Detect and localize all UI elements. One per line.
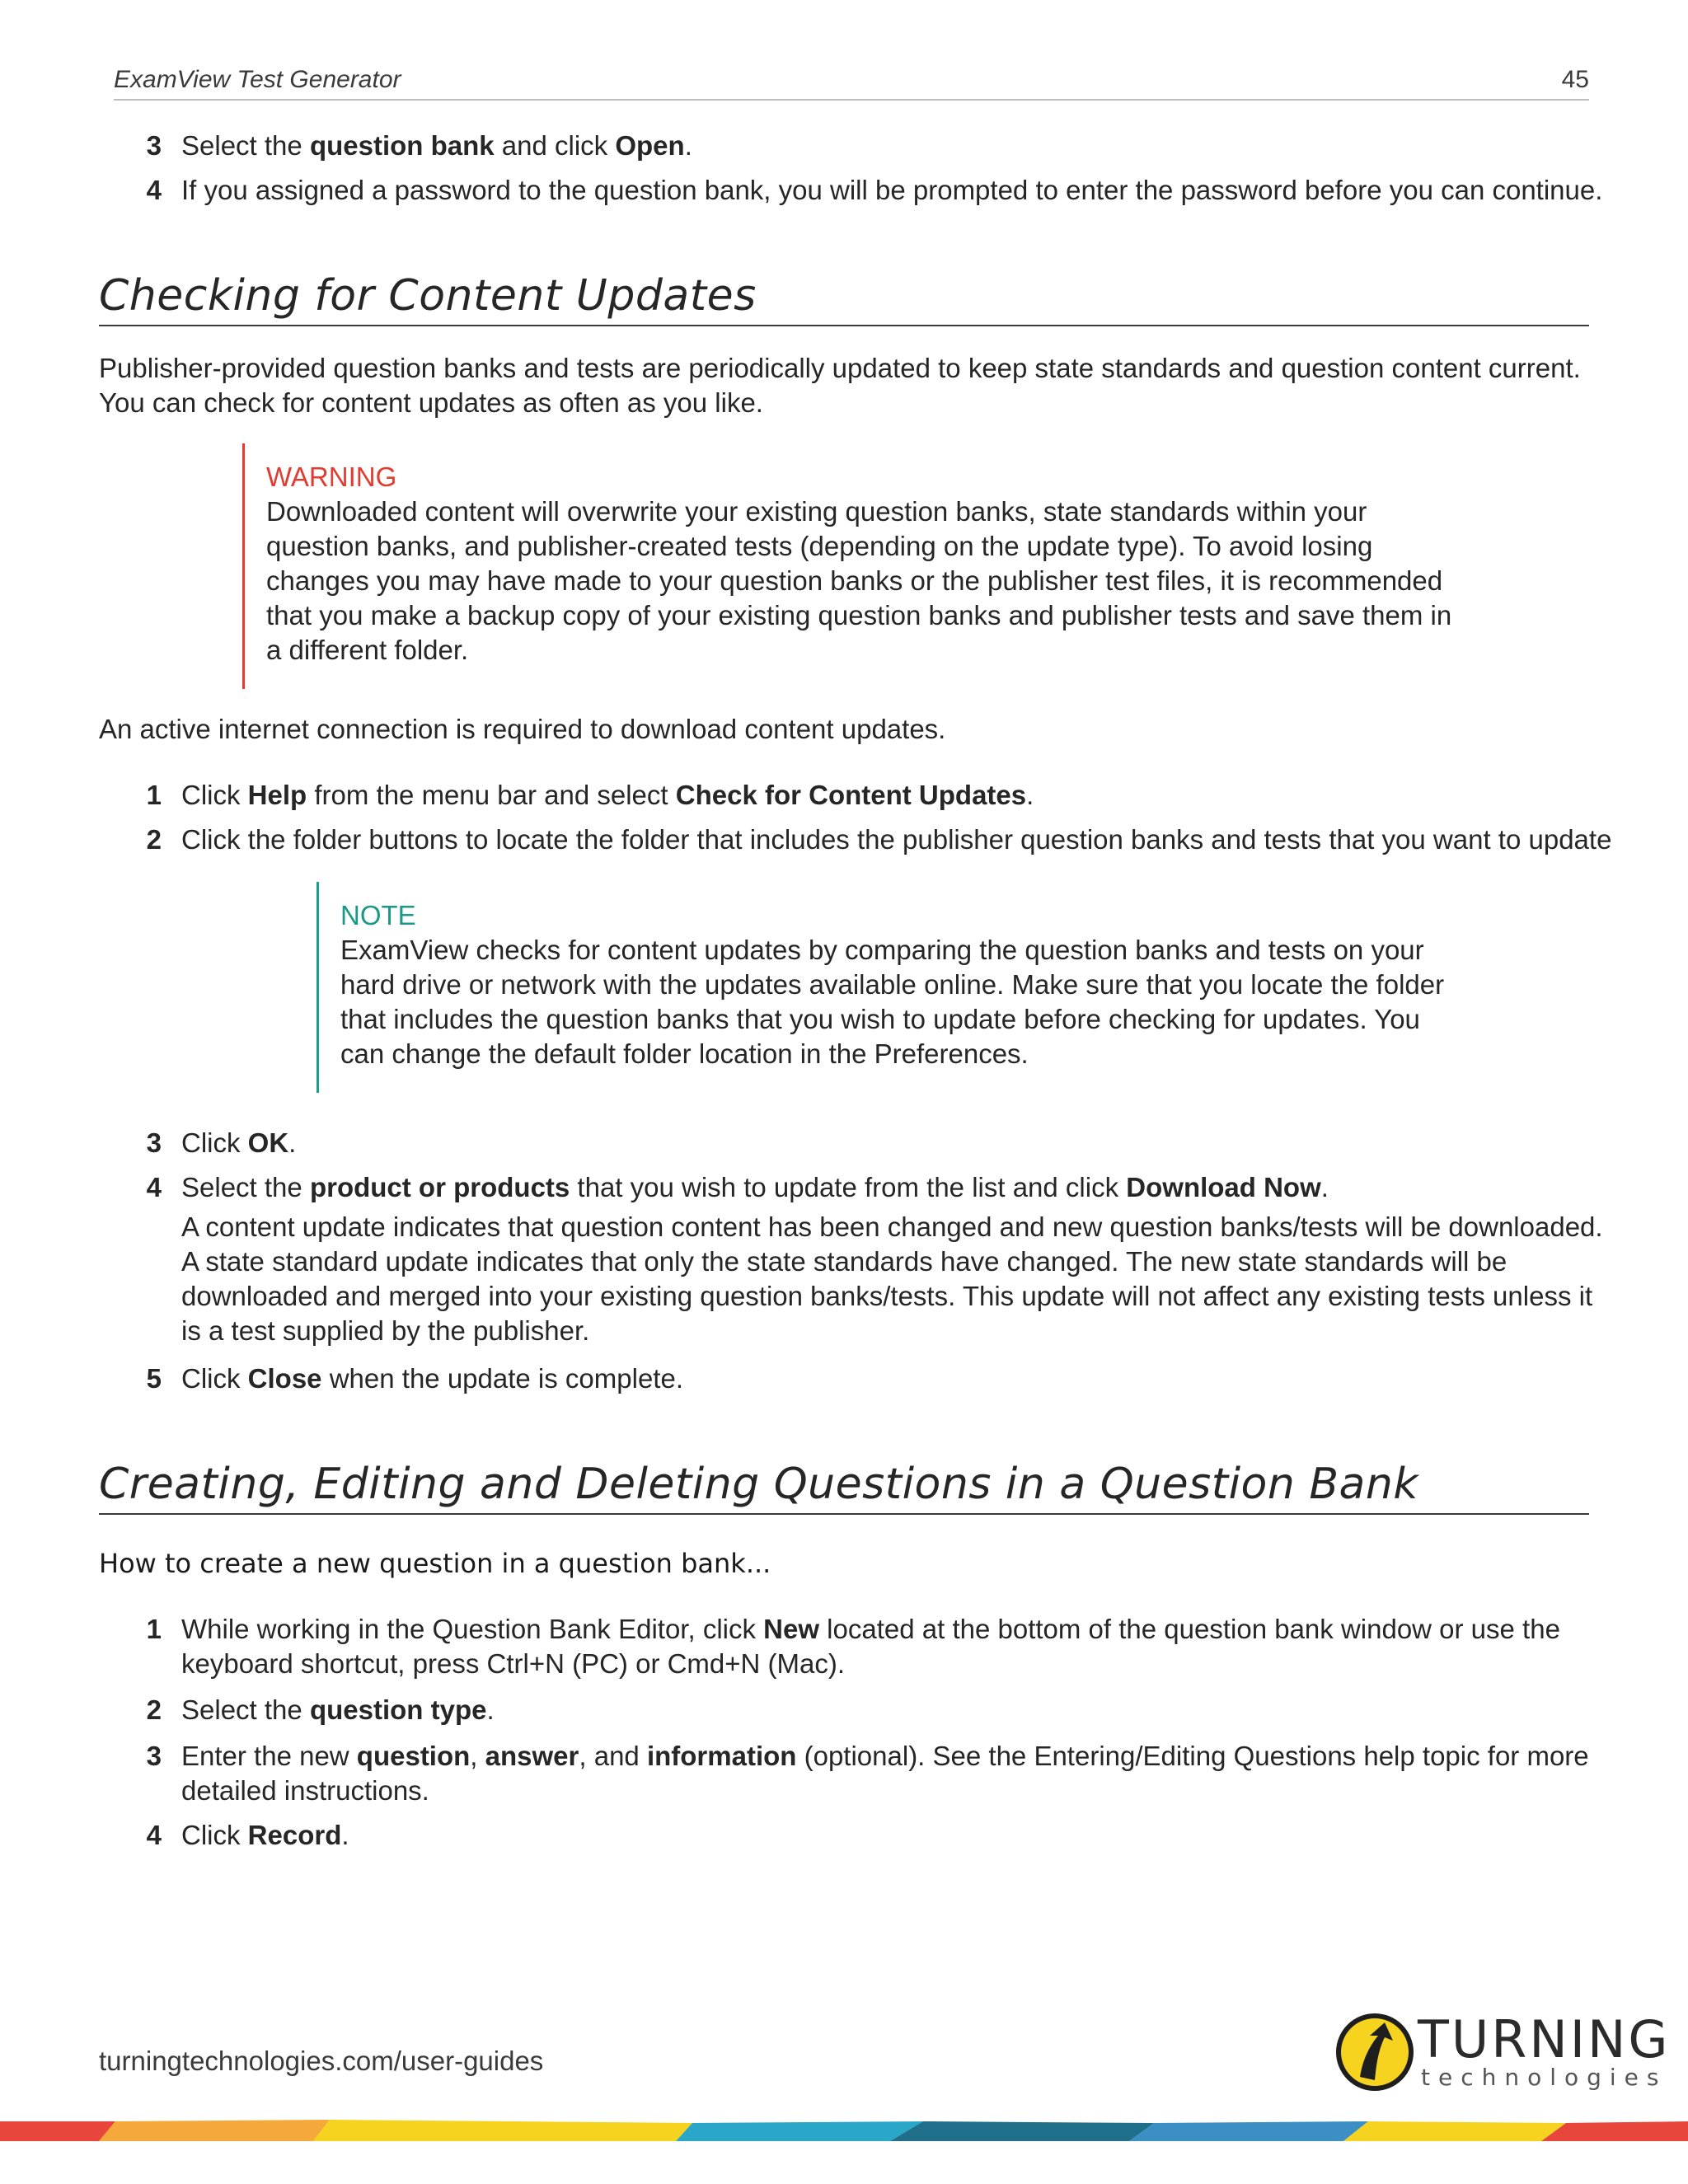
emphasis-text: Check for Content Updates: [675, 780, 1027, 810]
intro-line: Publisher-provided question banks and tests are periodically updated to keep state standards and question content current.: [99, 353, 1581, 383]
warning-callout: [242, 443, 1470, 689]
emphasis-text: question bank: [309, 130, 495, 161]
emphasis-text: information: [646, 1741, 797, 1771]
step-number: 2: [146, 1694, 162, 1725]
step-number: 1: [146, 1614, 162, 1644]
note-line: ExamView checks for content updates by comparing the question banks and tests on your: [340, 935, 1424, 965]
step-line: keyboard shortcut, press Ctrl+N (PC) or Cmd+N (Mac).: [181, 1648, 846, 1679]
emphasis-text: Record: [247, 1820, 342, 1850]
warning-line: Downloaded content will overwrite your existing question banks, state standards within your: [266, 496, 1367, 527]
detail-line: A state standard update indicates that only the state standards have changed. The new state standards will be: [181, 1246, 1507, 1277]
logo-wordmark: TURNING: [1418, 2009, 1671, 2069]
connection-note: An active internet connection is required to download content updates.: [99, 714, 946, 744]
step-number: 1: [146, 780, 162, 810]
subheading-create-question: How to create a new question in a question bank...: [99, 1548, 771, 1579]
detail-line: A content update indicates that question content has been changed and new question banks/tests will be downloaded.: [181, 1212, 1603, 1242]
page-number: 45: [1561, 66, 1589, 93]
emphasis-text: question: [356, 1741, 471, 1771]
step-text: If you assigned a password to the question bank, you will be prompted to enter the password before you can continue.: [181, 175, 1603, 205]
warning-line: changes you may have made to your question banks or the publisher test files, it is recommended: [266, 565, 1443, 596]
step-text: Select the product or products that you wish to update from the list and click Download Now.: [181, 1172, 1329, 1202]
step-text: Click Record.: [181, 1820, 349, 1850]
intro-paragraph: [99, 351, 1581, 420]
step-text: Select the question bank and click Open.: [181, 130, 692, 161]
step-line: Enter the new question, answer, and information (optional). See the Entering/Editing Questions help topic for more: [181, 1741, 1589, 1771]
emphasis-text: answer: [485, 1741, 579, 1771]
emphasis-text: New: [763, 1614, 820, 1644]
step-text: Click Close when the update is complete.: [181, 1363, 683, 1394]
step-text: Click Help from the menu bar and select Check for Content Updates.: [181, 780, 1034, 810]
step-text: [181, 1739, 1589, 1808]
step-number: 3: [146, 1741, 162, 1771]
emphasis-text: Help: [247, 780, 307, 810]
step-number: 4: [146, 1820, 162, 1850]
emphasis-text: Open: [615, 130, 685, 161]
section-heading-content-updates: Checking for Content Updates: [99, 270, 1589, 326]
step-line: detailed instructions.: [181, 1775, 429, 1806]
warning-line: a different folder.: [266, 635, 469, 665]
turning-technologies-logo: [1335, 2009, 1671, 2102]
note-label: NOTE: [340, 900, 416, 930]
section-heading-questions: Creating, Editing and Deleting Questions in a Question Bank: [99, 1459, 1589, 1515]
note-callout: [316, 882, 1478, 1093]
logo-arrow-icon: [1335, 2011, 1418, 2093]
detail-line: downloaded and merged into your existing question banks/tests. This update will not affect any existing tests unless it: [181, 1281, 1593, 1311]
step-number: 3: [146, 130, 162, 161]
step-line: While working in the Question Bank Editor, click New located at the bottom of the question bank window or use the: [181, 1614, 1560, 1644]
note-line: hard drive or network with the updates available online. Make sure that you locate the folder: [340, 969, 1445, 1000]
logo-tagline: technologies: [1421, 2064, 1667, 2091]
footer-color-stripe: [0, 2116, 1688, 2141]
emphasis-text: Download Now: [1126, 1172, 1321, 1202]
warning-line: question banks, and publisher-created tests (depending on the update type). To avoid losing: [266, 531, 1373, 561]
step-detail: [181, 1210, 1603, 1348]
note-line: that includes the question banks that you wish to update before checking for updates. You: [340, 1004, 1420, 1034]
step-text: Click the folder buttons to locate the folder that includes the publisher question banks and tests that you want to update: [181, 824, 1612, 855]
intro-line: You can check for content updates as often as you like.: [99, 387, 763, 418]
step-text: Click OK.: [181, 1127, 297, 1158]
step-number: 5: [146, 1363, 162, 1394]
step-number: 4: [146, 1172, 162, 1202]
step-number: 4: [146, 175, 162, 205]
note-body: [340, 933, 1478, 1071]
warning-line: that you make a backup copy of your existing question banks and publisher tests and save them in: [266, 600, 1452, 630]
emphasis-text: question type: [309, 1694, 487, 1725]
warning-body: [266, 494, 1470, 668]
running-header: [114, 66, 1589, 101]
emphasis-text: OK: [247, 1127, 289, 1158]
step-number: 2: [146, 824, 162, 855]
note-line: can change the default folder location in the Preferences.: [340, 1038, 1029, 1069]
step-number: 3: [146, 1127, 162, 1158]
emphasis-text: product or products: [309, 1172, 570, 1202]
warning-label: WARNING: [266, 462, 397, 492]
emphasis-text: Close: [247, 1363, 322, 1394]
detail-line: is a test supplied by the publisher.: [181, 1315, 590, 1346]
step-text: [181, 1612, 1560, 1681]
footer-url[interactable]: turningtechnologies.com/user-guides: [99, 2046, 544, 2076]
document-title: ExamView Test Generator: [114, 66, 401, 93]
step-text: Select the question type.: [181, 1694, 495, 1725]
